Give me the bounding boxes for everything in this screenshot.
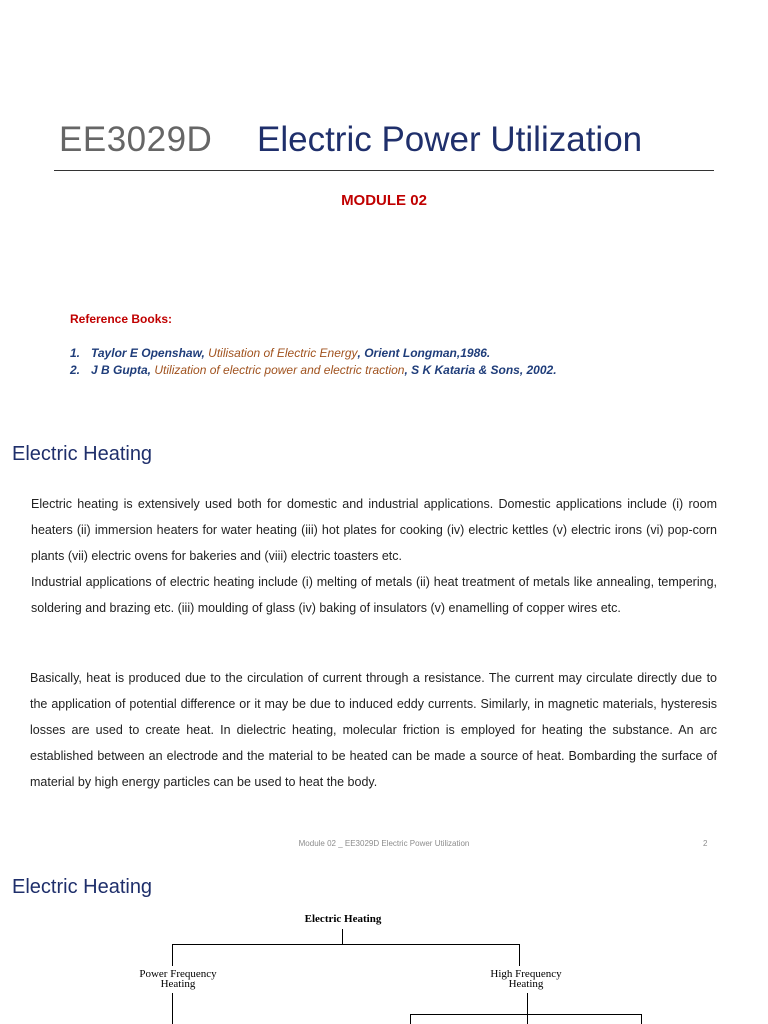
connector-line: [172, 993, 173, 1024]
reference-title: Utilization of electric power and electric traction: [154, 363, 405, 377]
section-heading: Electric Heating: [12, 876, 153, 898]
reference-publisher: , Orient Longman,1986.: [357, 346, 491, 360]
body-text: [31, 491, 717, 621]
module-label: MODULE 02: [341, 192, 427, 209]
reference-item: [70, 363, 557, 377]
reference-number: 2.: [70, 363, 81, 377]
reference-title: Utilisation of Electric Energy: [208, 346, 358, 360]
diagram-node-high-frequency: [466, 969, 586, 989]
node-label-line: Heating: [160, 978, 196, 990]
title-divider: [54, 170, 714, 171]
course-title: Electric Power Utilization: [257, 120, 643, 159]
connector-line: [172, 944, 520, 945]
paragraph-industrial: Industrial applications of electric heating include (i) melting of metals (ii) heat treatment of metals like annealing, tempering, soldering and brazing etc. (iii) moulding of glass (iv) baking of insulators (v) enamelling of copper wires etc.: [31, 575, 717, 615]
node-label-line: High Frequency: [490, 968, 562, 980]
reference-number: 1.: [70, 346, 81, 360]
section-heading: Electric Heating: [12, 443, 153, 465]
connector-line: [519, 944, 520, 966]
node-label-line: Heating: [508, 978, 544, 990]
reference-item: [70, 346, 490, 360]
page-number: 2: [703, 839, 708, 848]
reference-heading: Reference Books:: [70, 312, 173, 326]
diagram-root-node: Electric Heating: [304, 913, 382, 925]
reference-author: J B Gupta,: [91, 363, 152, 377]
body-text: [30, 665, 717, 795]
slide-footer: Module 02 _ EE3029D Electric Power Utilization: [298, 839, 470, 848]
connector-line: [641, 1014, 642, 1024]
course-code: EE3029D: [59, 120, 213, 159]
reference-publisher: , S K Kataria & Sons, 2002.: [404, 363, 557, 377]
connector-line: [527, 993, 528, 1024]
connector-line: [172, 944, 173, 966]
paragraph-domestic: Electric heating is extensively used both for domestic and industrial applications. Domestic applications include (i) room heaters (ii) immersion heaters for water heating (iii) hot plates for cooking (iv) electric kettles (v) electric irons (vi) pop-corn plants (vii) electric ovens for bakeries and (viii) electric toasters etc.: [31, 497, 717, 563]
diagram-node-power-frequency: [118, 969, 238, 989]
node-label-line: Power Frequency: [139, 968, 217, 980]
paragraph-heat-mechanism: Basically, heat is produced due to the circulation of current through a resistance. The current may circulate directly due to the application of potential difference or it may be due to induced eddy currents. Similarly, in magnetic materials, hysteresis losses are used to create heat. In dielectric heating, molecular friction is employed for heating the substance. An arc established between an electrode and the material to be heated can be made a source of heat. Bombarding the surface of material by high energy particles can be used to heat the body.: [30, 671, 717, 789]
connector-line: [342, 929, 343, 944]
connector-line: [410, 1014, 411, 1024]
reference-author: Taylor E Openshaw,: [91, 346, 205, 360]
connector-line: [410, 1014, 642, 1015]
